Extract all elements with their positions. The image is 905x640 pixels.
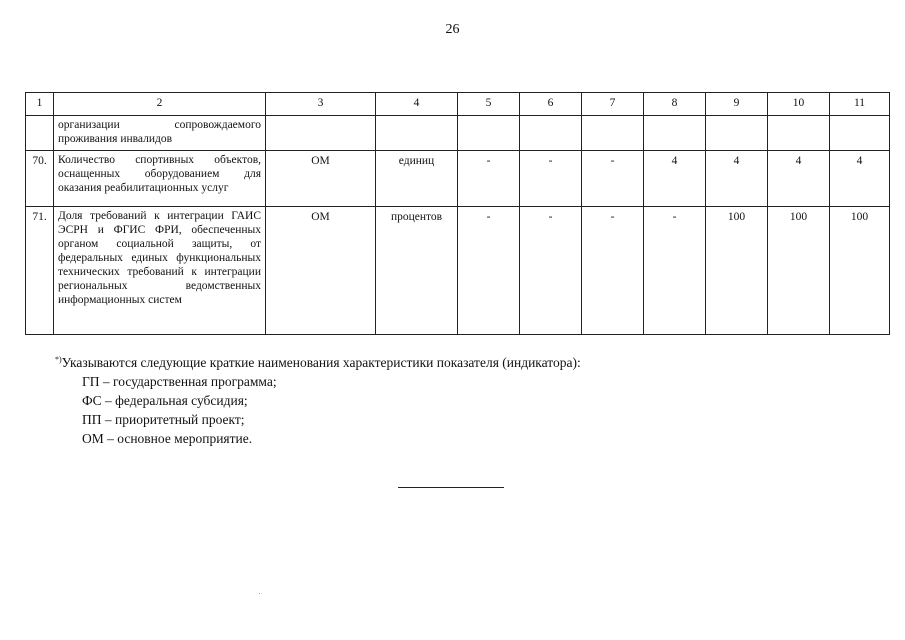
value-cell: - <box>458 207 520 335</box>
value-cell <box>830 116 890 151</box>
indicator-characteristic: ОМ <box>266 151 376 207</box>
value-cell: - <box>458 151 520 207</box>
value-cell: 4 <box>706 151 768 207</box>
table-row-continuation <box>26 116 890 151</box>
indicator-unit: процентов <box>376 207 458 335</box>
footnote-item-pp: ПП – приоритетный проект; <box>82 412 245 427</box>
column-number-4: 4 <box>376 93 458 116</box>
footnote-item-om: ОМ – основное мероприятие. <box>82 431 253 446</box>
page-number: 26 <box>445 22 460 37</box>
table-row-71 <box>26 207 890 335</box>
value-cell: 100 <box>706 207 768 335</box>
footnote-intro: Указываются следующие краткие наименования характеристики показателя (индикатора): <box>61 355 581 370</box>
value-cell: - <box>644 207 706 335</box>
indicator-unit: единиц <box>376 151 458 207</box>
column-number-11: 11 <box>830 93 890 116</box>
footnote-item-gp: ГП – государственная программа; <box>82 374 277 389</box>
value-cell <box>458 116 520 151</box>
footnote-marker: *) <box>55 355 62 364</box>
value-cell: - <box>582 151 644 207</box>
value-cell <box>644 116 706 151</box>
end-of-document-rule <box>398 487 504 488</box>
footnote <box>55 350 581 448</box>
column-number-8: 8 <box>644 93 706 116</box>
value-cell: 4 <box>830 151 890 207</box>
value-cell: - <box>520 207 582 335</box>
value-cell: - <box>582 207 644 335</box>
value-cell <box>768 116 830 151</box>
value-cell: 100 <box>830 207 890 335</box>
row-number: 70. <box>26 151 54 207</box>
value-cell: 4 <box>768 151 830 207</box>
value-cell <box>706 116 768 151</box>
column-number-2: 2 <box>54 93 266 116</box>
column-number-1: 1 <box>26 93 54 116</box>
row-number <box>26 116 54 151</box>
column-number-6: 6 <box>520 93 582 116</box>
indicators-table <box>25 92 890 335</box>
footnote-item-fs: ФС – федеральная субсидия; <box>82 393 248 408</box>
row-number: 71. <box>26 207 54 335</box>
value-cell <box>582 116 644 151</box>
column-number-9: 9 <box>706 93 768 116</box>
column-number-7: 7 <box>582 93 644 116</box>
indicator-characteristic: ОМ <box>266 207 376 335</box>
indicator-name: Доля требований к интеграции ГАИС ЭСРН и ФГИС ФРИ, обеспеченных органом социальной защиты, от федеральных единых функциональных технических требований к интеграции региональных ведомственных информационных систем <box>54 207 266 335</box>
table-row-70 <box>26 151 890 207</box>
table-header-row <box>26 93 890 116</box>
value-cell: 4 <box>644 151 706 207</box>
value-cell <box>520 116 582 151</box>
column-number-10: 10 <box>768 93 830 116</box>
column-number-3: 3 <box>266 93 376 116</box>
indicator-name: организации сопровождаемого проживания инвалидов <box>54 116 266 151</box>
indicator-unit <box>376 116 458 151</box>
column-number-5: 5 <box>458 93 520 116</box>
value-cell: - <box>520 151 582 207</box>
indicator-name: Количество спортивных объектов, оснащенных оборудованием для оказания реабилитационных услуг <box>54 151 266 207</box>
footnote-intro-line <box>55 350 581 372</box>
value-cell: 100 <box>768 207 830 335</box>
indicator-characteristic <box>266 116 376 151</box>
scan-speck <box>259 593 260 594</box>
